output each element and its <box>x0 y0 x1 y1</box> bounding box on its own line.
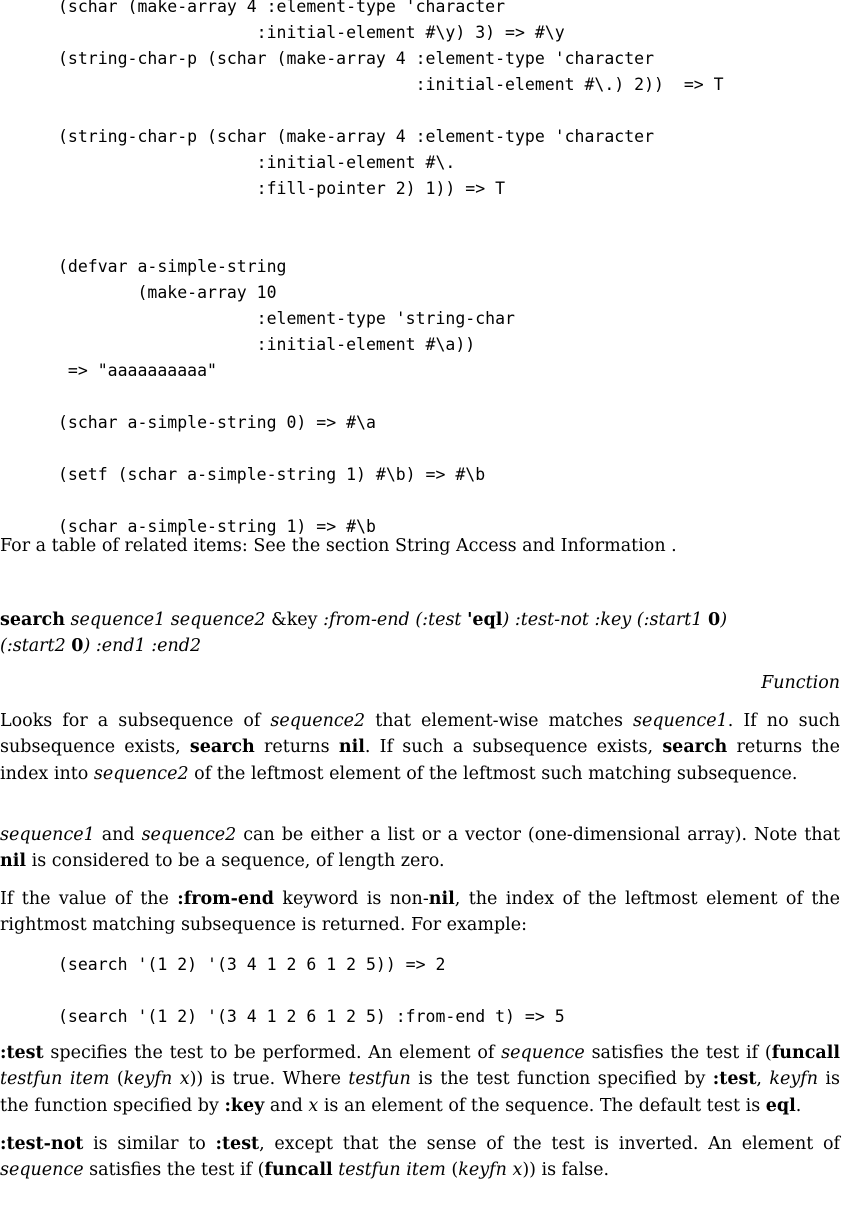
text <box>62 1069 69 1089</box>
term-sequence1: sequence1 <box>0 825 95 845</box>
term-test: :test <box>712 1069 757 1090</box>
sig-zero-2: 0 <box>71 636 84 656</box>
code-line: (setf (schar a-simple-string 1) #\b) => #\b <box>58 465 486 484</box>
term-search: search <box>662 737 728 758</box>
code-line: (make-array 10 <box>58 283 277 302</box>
term-testfun: testfun <box>0 1069 63 1090</box>
paragraph-test-not <box>0 1131 840 1184</box>
sig-close-1: ) <box>720 610 728 630</box>
text: . <box>795 1095 802 1116</box>
text: )) is true. Where <box>189 1069 349 1090</box>
term-x: x <box>308 1095 319 1116</box>
term-testfun: testfun <box>338 1160 401 1181</box>
term-sequence2: sequence2 <box>141 825 237 845</box>
sig-start2-open: (:start2 <box>0 636 66 656</box>
term-x: x <box>179 1069 190 1090</box>
text: . If no such subsequence exists, <box>0 711 840 758</box>
sig-test-default: 'eql <box>467 610 503 630</box>
code-block-schar-examples <box>58 0 724 540</box>
text: and <box>94 825 142 845</box>
text: Looks for a subsequence of <box>0 711 271 731</box>
term-keyfn: keyfn <box>458 1160 507 1181</box>
paragraph-test <box>0 1040 840 1119</box>
term-sequence1: sequence1 <box>633 711 728 731</box>
term-search: search <box>189 737 255 758</box>
paragraph-from-end <box>0 886 840 939</box>
sig-after-test: ) :test-not :key (:start1 <box>502 610 703 630</box>
term-sequence2: sequence2 <box>93 763 189 784</box>
code-line: :initial-element #\.) 2)) => T <box>58 75 724 94</box>
term-funcall: funcall <box>771 1043 840 1063</box>
term-test: :test <box>215 1134 260 1154</box>
code-line: (schar a-simple-string 0) => #\a <box>58 413 376 432</box>
text: satisfies the test if ( <box>83 1160 265 1181</box>
sig-amp-key: &key <box>271 610 318 630</box>
code-line: (string-char-p (schar (make-array 4 :element-type 'character <box>58 49 655 68</box>
term-from-end: :from-end <box>177 889 275 909</box>
term-key: :key <box>224 1095 265 1116</box>
term-keyfn: keyfn <box>123 1069 173 1090</box>
term-sequence: sequence <box>0 1160 84 1181</box>
code-line: (schar (make-array 4 :element-type 'character <box>58 0 506 16</box>
code-line: :initial-element #\y) 3) => #\y <box>58 23 565 42</box>
paragraph-sequence-types <box>0 822 840 875</box>
sig-zero-1: 0 <box>708 610 721 630</box>
function-signature <box>0 607 840 659</box>
text: is the test function specified by <box>410 1069 713 1090</box>
term-nil: nil <box>0 851 27 872</box>
function-name: search <box>0 610 65 630</box>
term-item: item <box>69 1069 110 1090</box>
code-block-search-examples <box>58 952 565 1030</box>
term-x: x <box>512 1160 523 1181</box>
text: can be either a list or a vector (one-dimensional array). Note that <box>236 825 840 845</box>
text: that element-wise matches <box>365 711 633 731</box>
text: and <box>264 1095 309 1116</box>
code-line: (defvar a-simple-string <box>58 257 287 276</box>
term-sequence: sequence <box>501 1043 585 1063</box>
code-line: :element-type 'string-char <box>58 309 515 328</box>
term-testfun: testfun <box>348 1069 411 1090</box>
see-also-suffix: . <box>665 536 677 556</box>
text: keyword is non- <box>274 889 429 909</box>
code-line: (string-char-p (schar (make-array 4 :element-type 'character <box>58 127 655 146</box>
code-line: => "aaaaaaaaaa" <box>58 361 217 380</box>
term-nil: nil <box>428 889 455 909</box>
text: of the leftmost element of the leftmost such matching subsequence. <box>188 763 798 784</box>
code-line: (search '(1 2) '(3 4 1 2 6 1 2 5) :from-end t) => 5 <box>58 1007 565 1026</box>
text: is an element of the sequence. The default test is <box>318 1095 766 1116</box>
term-sequence2: sequence2 <box>270 711 366 731</box>
code-line: :initial-element #\a)) <box>58 335 476 354</box>
text: , <box>756 1069 770 1090</box>
code-line: :initial-element #\. <box>58 153 456 172</box>
text: If the value of the <box>0 889 178 909</box>
text: ( <box>445 1160 459 1181</box>
see-also-section-link[interactable]: String Access and Information <box>394 536 666 556</box>
text: is considered to be a sequence, of length zero. <box>26 851 445 872</box>
see-also-line <box>0 533 840 559</box>
text <box>172 1069 179 1089</box>
term-nil: nil <box>338 737 365 758</box>
term-funcall: funcall <box>264 1160 333 1181</box>
term-eql: eql <box>765 1095 796 1116</box>
text: is the function specified by <box>0 1069 840 1116</box>
term-test: :test <box>0 1043 44 1063</box>
text: , the index of the leftmost element of the rightmost matching subsequence is returned. For example: <box>0 889 840 936</box>
term-keyfn: keyfn <box>769 1069 819 1090</box>
text: . If such a subsequence exists, <box>364 737 663 758</box>
text: returns the index into <box>0 737 840 784</box>
text: )) is false. <box>522 1160 610 1181</box>
paragraph-description <box>0 708 840 787</box>
sig-params-a: sequence1 sequence2 <box>70 610 266 630</box>
text: specifies the test to be performed. An element of <box>43 1043 502 1063</box>
text: returns <box>254 737 339 758</box>
text: , except that the sense of the test is inverted. An element of <box>259 1134 840 1154</box>
text: ( <box>109 1069 124 1090</box>
sig-tail: ) :end1 :end2 <box>83 636 202 656</box>
code-line: :fill-pointer 2) 1)) => T <box>58 179 506 198</box>
sig-test-open: (:test <box>415 610 462 630</box>
term-item: item <box>406 1160 446 1181</box>
term-test-not: :test-not <box>0 1134 84 1154</box>
sig-from-end: :from-end <box>323 610 410 630</box>
text: is similar to <box>83 1134 216 1154</box>
see-also-prefix: For a table of related items: See the section <box>0 536 395 556</box>
code-line: (search '(1 2) '(3 4 1 2 6 1 2 5)) => 2 <box>58 955 446 974</box>
function-type-label: Function <box>761 673 840 693</box>
text: satisfies the test if ( <box>584 1043 772 1063</box>
code-line: (schar a-simple-string 1) => #\b <box>58 517 376 536</box>
